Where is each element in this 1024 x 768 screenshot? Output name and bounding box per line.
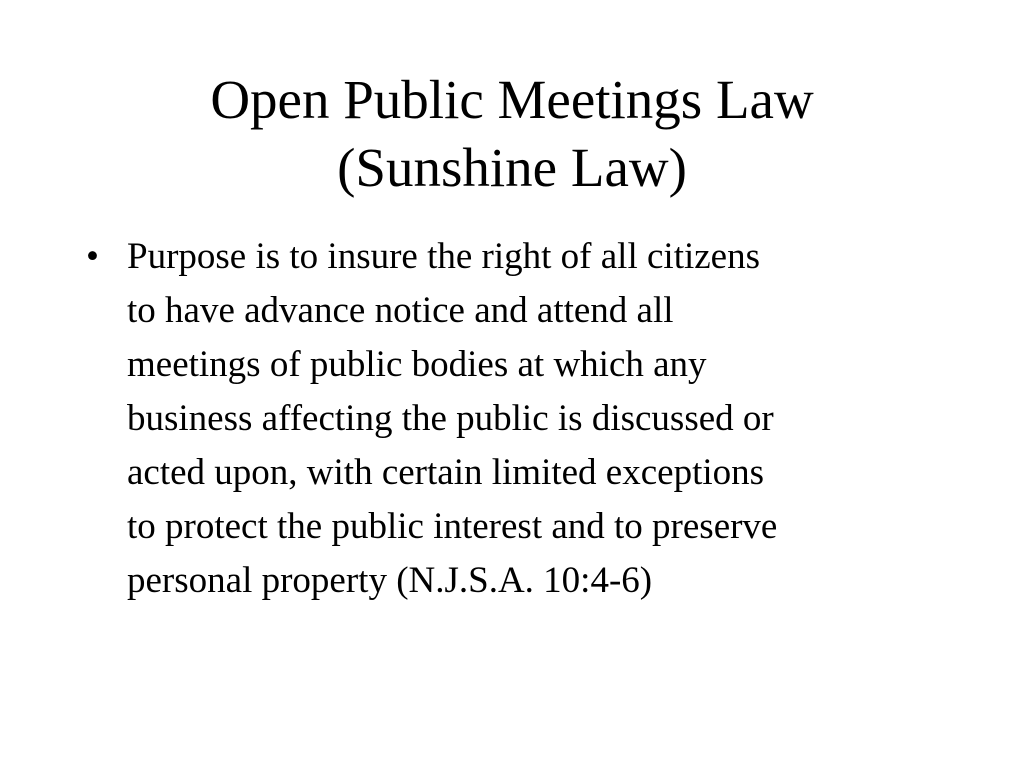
bullet-text-line: to have advance notice and attend all (127, 290, 674, 331)
bullet-text-line: Purpose is to insure the right of all citizens (127, 236, 760, 277)
bullet-list (86, 230, 946, 608)
bullet-text-line: personal property (N.J.S.A. 10:4-6) (127, 560, 653, 601)
slide-title (0, 66, 1024, 202)
bullet-text-line: business affecting the public is discussed or (127, 398, 774, 439)
bullet-text-line: meetings of public bodies at which any (127, 344, 707, 385)
bullet-text-line: to protect the public interest and to preserve (127, 506, 778, 547)
bullet-item (86, 230, 946, 608)
slide-title-line: (Sunshine Law) (337, 137, 687, 198)
slide-title-line: Open Public Meetings Law (210, 69, 814, 130)
bullet-marker: • (86, 236, 99, 277)
bullet-text-line: acted upon, with certain limited exceptions (127, 452, 765, 493)
